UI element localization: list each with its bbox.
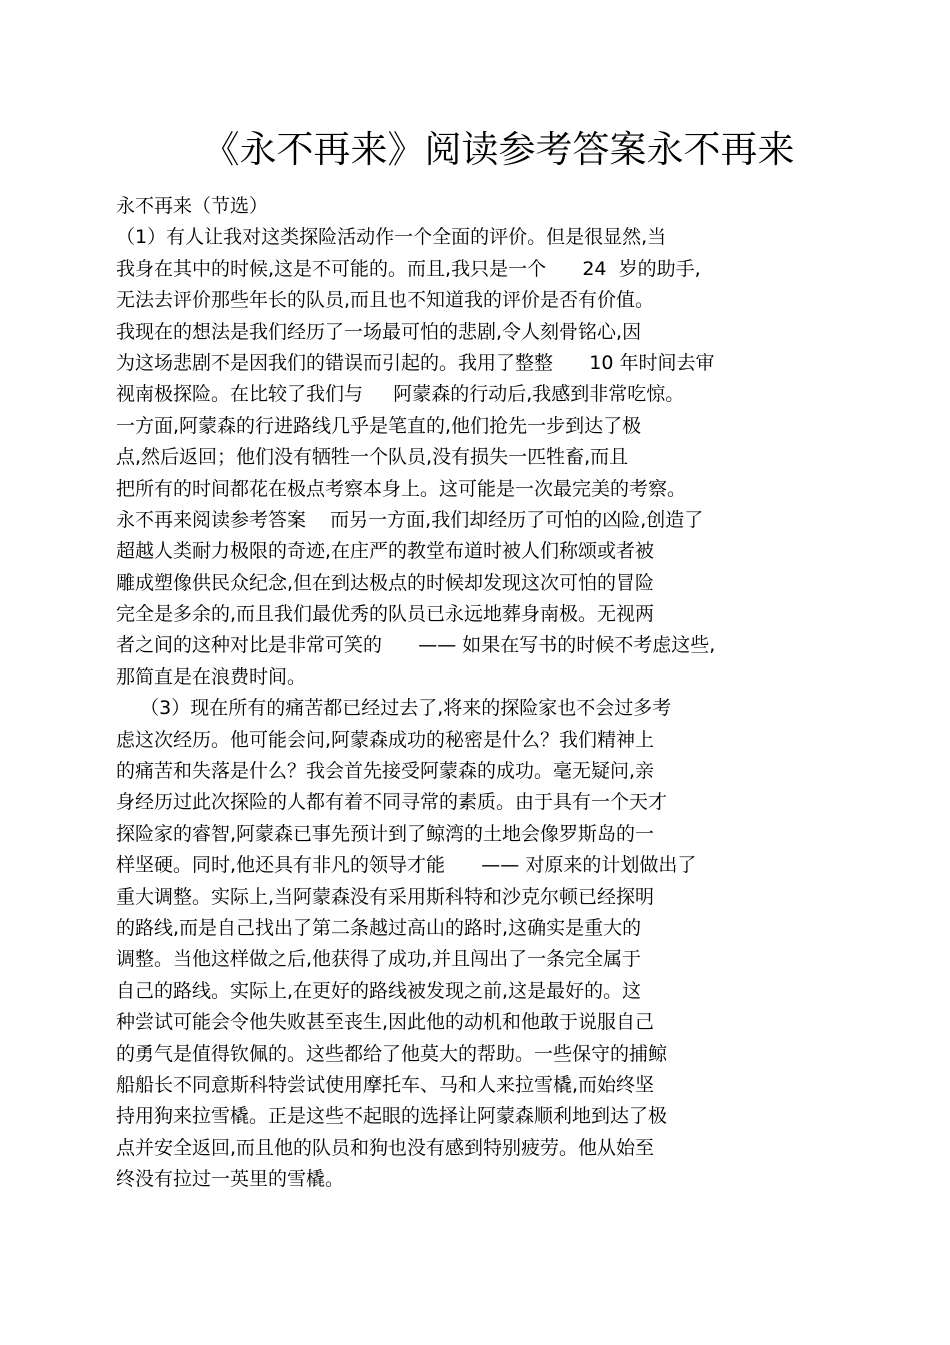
text-line: 终没有拉过一英里的雪橇。 xyxy=(116,1168,345,1191)
text-line: （3）现在所有的痛苦都已经过去了,将来的探险家也不会过多考 xyxy=(116,697,672,720)
text-line: 视南极探险。在比较了我们与 阿蒙森的行动后,我感到非常吃惊。 xyxy=(116,383,685,406)
text-line: 我身在其中的时候,这是不可能的。而且,我只是一个 24 岁的助手, xyxy=(116,257,701,280)
text-line: 雕成塑像供民众纪念,但在到达极点的时候却发现这次可怕的冒险 xyxy=(116,571,655,594)
text-line: 那简直是在浪费时间。 xyxy=(116,665,307,688)
text-line: 身经历过此次探险的人都有着不同寻常的素质。由于具有一个天才 xyxy=(116,791,668,814)
text-line: 自己的路线。实际上,在更好的路线被发现之前,这是最好的。这 xyxy=(116,979,642,1002)
text-line: 样坚硬。同时,他还具有非凡的领导才能 —— 对原来的计划做出了 xyxy=(116,854,697,877)
text-line: 重大调整。实际上,当阿蒙森没有采用斯科特和沙克尔顿已经探明 xyxy=(116,885,655,908)
text-line: （1）有人让我对这类探险活动作一个全面的评价。但是很显然,当 xyxy=(116,226,667,249)
text-line: 点并安全返回,而且他的队员和狗也没有感到特别疲劳。他从始至 xyxy=(116,1136,655,1159)
text-line: 者之间的这种对比是非常可笑的 —— 如果在写书的时候不考虑这些, xyxy=(116,634,716,657)
text-line: 一方面,阿蒙森的行进路线几乎是笔直的,他们抢先一步到达了极 xyxy=(116,414,642,437)
text-line: 把所有的时间都花在极点考察本身上。这可能是一次最完美的考察。 xyxy=(116,477,687,500)
text-line: 的勇气是值得钦佩的。这些都给了他莫大的帮助。一些保守的捕鲸 xyxy=(116,1042,668,1065)
text-line: 永不再来（节选） xyxy=(116,195,269,217)
text-line: 虑这次经历。他可能会问,阿蒙森成功的秘密是什么？我们精神上 xyxy=(116,728,655,751)
text-line: 的路线,而是自己找出了第二条越过高山的路时,这确实是重大的 xyxy=(116,916,642,939)
text-line: 完全是多余的,而且我们最优秀的队员已永远地葬身南极。无视两 xyxy=(116,603,655,626)
text-line: 永不再来阅读参考答案 而另一方面,我们却经历了可怕的凶险,创造了 xyxy=(116,508,704,531)
text-line: 为这场悲剧不是因我们的错误而引起的。我用了整整 10 年时间去审 xyxy=(116,351,715,374)
text-line: 点,然后返回；他们没有牺牲一个队员,没有损失一匹牲畜,而且 xyxy=(116,446,629,469)
text-line: 持用狗来拉雪橇。正是这些不起眼的选择让阿蒙森顺利地到达了极 xyxy=(116,1105,668,1128)
document-body xyxy=(116,191,836,1196)
text-line: 无法去评价那些年长的队员,而且也不知道我的评价是否有价值。 xyxy=(116,289,655,312)
text-line: 的痛苦和失落是什么？我会首先接受阿蒙森的成功。毫无疑问,亲 xyxy=(116,760,655,783)
text-line: 种尝试可能会令他失败甚至丧生,因此他的动机和他敢于说服自己 xyxy=(116,1011,655,1034)
text-line: 调整。当他这样做之后,他获得了成功,并且闯出了一条完全属于 xyxy=(116,948,642,971)
text-line: 船船长不同意斯科特尝试使用摩托车、马和人来拉雪橇,而始终坚 xyxy=(116,1073,655,1096)
text-line: 超越人类耐力极限的奇迹,在庄严的教堂布道时被人们称颂或者被 xyxy=(116,540,655,563)
text-line: 探险家的睿智,阿蒙森已事先预计到了鲸湾的土地会像罗斯岛的一 xyxy=(116,822,655,845)
text-line: 我现在的想法是我们经历了一场最可怕的悲剧,令人刻骨铭心,因 xyxy=(116,320,642,343)
document-title: 《永不再来》阅读参考答案永不再来 xyxy=(202,128,795,171)
